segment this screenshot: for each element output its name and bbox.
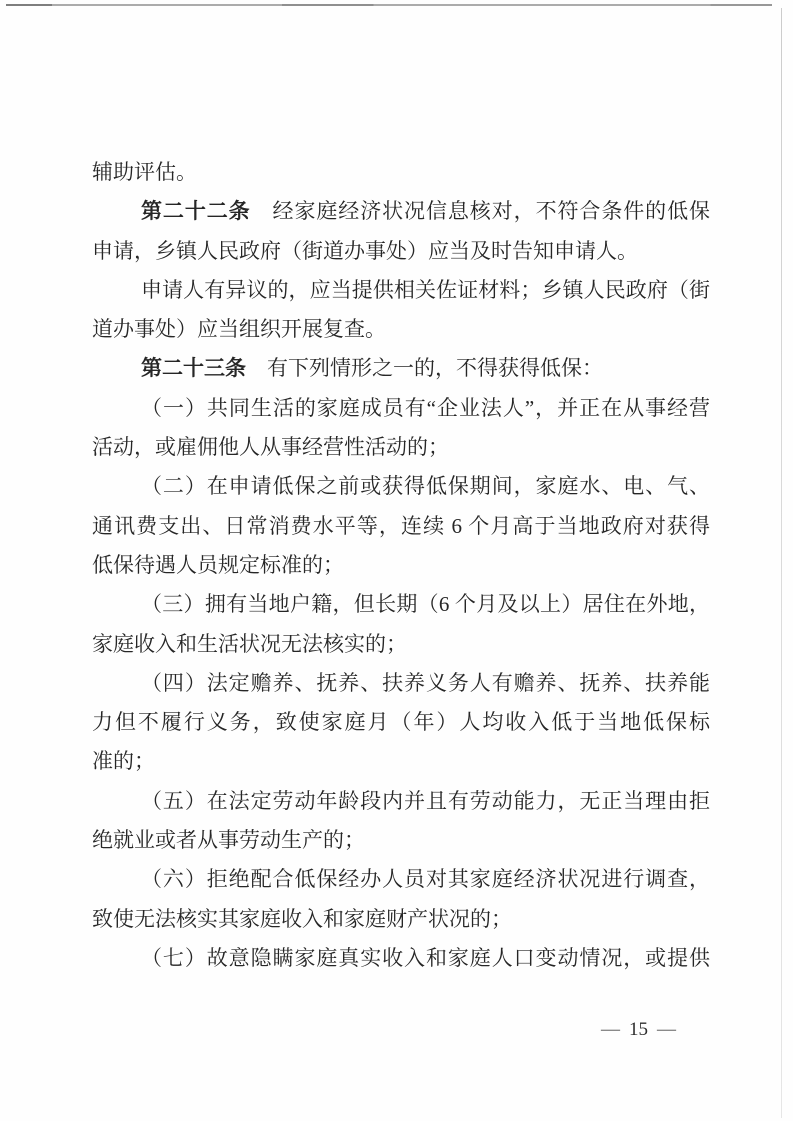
- text-run: 辅助评估。: [92, 160, 197, 184]
- text-run: （三）拥有当地户籍，但长期（6 个月及以上）居住在外地，: [141, 592, 710, 617]
- text-run: （五）在法定劳动年龄段内并且有劳动能力，无正当理由拒: [141, 788, 710, 813]
- text-run: 有下列情形之一的，不得获得低保：: [246, 356, 603, 381]
- text-run: 准的；: [92, 749, 155, 774]
- scan-artifact-top-edge: [6, 4, 772, 6]
- text-run: （六）拒绝配合低保经办人员对其家庭经济状况进行调查，: [141, 867, 710, 892]
- page-number: [601, 1019, 676, 1041]
- text-run: （四）法定赡养、抚养、扶养义务人有赡养、抚养、扶养能: [141, 670, 710, 695]
- text-line: [92, 821, 710, 860]
- text-line: [92, 585, 710, 624]
- text-run: 通讯费支出、日常消费水平等，连续 6 个月高于当地政府对获得: [92, 513, 710, 538]
- text-run: 致使无法核实其家庭收入和家庭财产状况的；: [92, 906, 512, 931]
- page-number-dash-right: —: [657, 1019, 676, 1040]
- text-run: （七）故意隐瞒家庭真实收入和家庭人口变动情况，或提供: [141, 945, 710, 970]
- article-number: 第二十二条: [141, 199, 251, 224]
- text-run: 力但不履行义务，致使家庭月（年）人均收入低于当地低保标: [92, 710, 710, 735]
- text-run: （二）在申请低保之前或获得低保期间，家庭水、电、气、: [141, 474, 710, 499]
- page-number-dash-left: —: [601, 1019, 620, 1040]
- text-run: 申请人有异议的，应当提供相关佐证材料；乡镇人民政府（街: [141, 277, 710, 302]
- text-run: 绝就业或者从事劳动生产的；: [92, 828, 365, 853]
- text-line: [92, 428, 710, 467]
- text-line: [92, 507, 710, 546]
- text-line: [92, 900, 710, 939]
- text-line: [92, 467, 710, 506]
- scan-artifact-right-edge: [781, 8, 782, 1118]
- article-number: 第二十三条: [141, 356, 246, 381]
- document-body: [92, 153, 710, 978]
- text-run: 家庭收入和生活状况无法核实的；: [92, 631, 407, 656]
- text-line: [92, 153, 710, 192]
- page-number-value: 15: [629, 1019, 648, 1040]
- text-run: 道办事处）应当组织开展复查。: [92, 317, 386, 342]
- text-run: 经家庭经济状况信息核对，不符合条件的低保: [250, 199, 710, 224]
- text-run: 低保待遇人员规定标准的；: [92, 552, 344, 577]
- text-run: （一）共同生活的家庭成员有“企业法人”，并正在从事经营: [141, 395, 710, 420]
- text-line: [92, 664, 710, 703]
- text-run: 申请，乡镇人民政府（街道办事处）应当及时告知申请人。: [92, 238, 638, 263]
- text-line: [92, 625, 710, 664]
- text-line: [92, 310, 710, 349]
- text-line: [92, 349, 710, 388]
- text-line: [92, 389, 710, 428]
- text-line: [92, 703, 710, 742]
- text-line: [92, 546, 710, 585]
- text-line: [92, 939, 710, 978]
- text-line: [92, 192, 710, 231]
- text-line: [92, 232, 710, 271]
- text-line: [92, 860, 710, 899]
- text-line: [92, 782, 710, 821]
- text-run: 活动，或雇佣他人从事经营性活动的；: [92, 435, 449, 460]
- text-line: [92, 271, 710, 310]
- text-line: [92, 742, 710, 781]
